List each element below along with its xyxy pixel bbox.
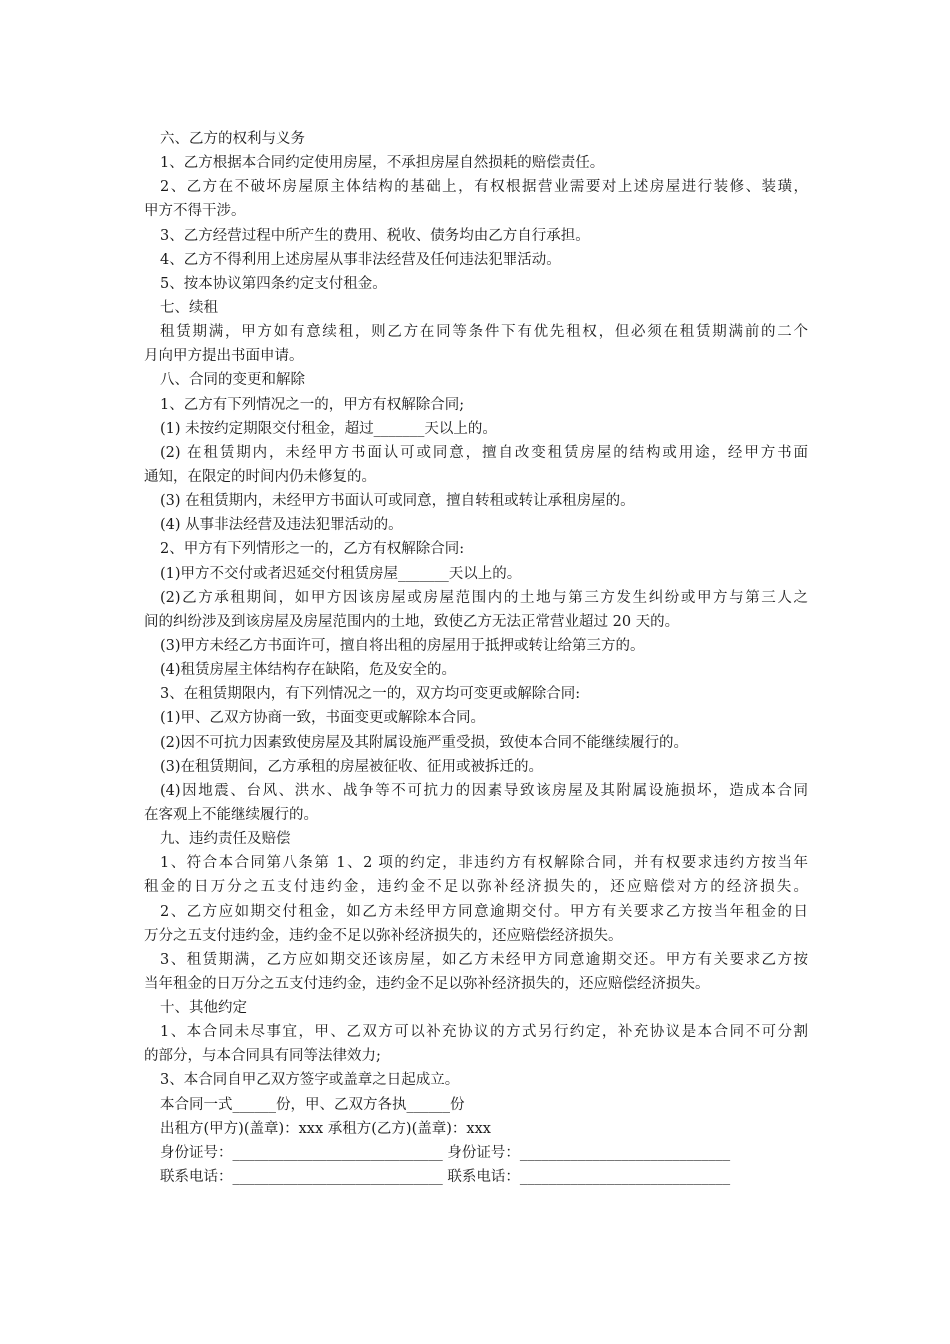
text-line: (2)因不可抗力因素致使房屋及其附属设施严重受损，致使本合同不能继续履行的。 [160, 734, 689, 751]
text-line: 2、乙方在不破坏房屋原主体结构的基础上，有权根据营业需要对上述房屋进行装修、装璜， [160, 179, 808, 196]
text-line: 的部分，与本合同具有同等法律效力; [144, 1048, 381, 1065]
text-line: 身份证号：_____________________________ 身份证号：_____________________________ [160, 1144, 731, 1161]
text-line: (1)甲方不交付或者迟延交付租赁房屋_______天以上的。 [160, 565, 522, 582]
text-line: (3)在租赁期间，乙方承租的房屋被征收、征用或被拆迁的。 [160, 758, 544, 775]
text-line: 十、其他约定 [160, 1000, 247, 1017]
text-line: 3、乙方经营过程中所产生的费用、税收、债务均由乙方自行承担。 [160, 227, 590, 244]
text-line: 2、甲方有下列情形之一的，乙方有权解除合同: [160, 541, 465, 558]
text-line: (4) 从事非法经营及违法犯罪活动的。 [160, 517, 403, 534]
text-line: (4)租赁房屋主体结构存在缺陷，危及安全的。 [160, 662, 457, 679]
text-line: 4、乙方不得利用上述房屋从事非法经营及任何违法犯罪活动。 [160, 251, 561, 268]
text-line: 万分之五支付违约金，违约金不足以弥补经济损失的，还应赔偿经济损失。 [144, 927, 623, 944]
text-line: (2)乙方承租期间，如甲方因该房屋或房屋范围内的土地与第三方发生纠纷或甲方与第三人之 [160, 589, 808, 606]
text-line: 九、违约责任及赔偿 [160, 831, 291, 848]
text-line: 1、乙方有下列情况之一的，甲方有权解除合同; [160, 396, 465, 413]
text-line: 2、乙方应如期交付租金，如乙方未经甲方同意逾期交付。甲方有关要求乙方按当年租金的日 [160, 903, 808, 920]
text-line: (1)甲、乙双方协商一致，书面变更或解除本合同。 [160, 710, 486, 727]
text-line: 1、本合同未尽事宜，甲、乙双方可以补充协议的方式另行约定，补充协议是本合同不可分割 [160, 1024, 808, 1041]
text-line: 七、续租 [160, 299, 218, 316]
text-line: 本合同一式______份，甲、乙双方各执______份 [160, 1096, 465, 1113]
text-line: 3、在租赁期限内，有下列情况之一的，双方均可变更或解除合同: [160, 686, 581, 703]
text-line: 1、符合本合同第八条第 1、2 项的约定，非违约方有权解除合同，并有权要求违约方按当年 [160, 855, 808, 872]
text-line: (1) 未按约定期限交付租金，超过_______天以上的。 [160, 420, 497, 437]
text-line: 在客观上不能继续履行的。 [144, 806, 318, 823]
text-line: 间的纠纷涉及到该房屋及房屋范围内的土地，致使乙方无法正常营业超过 20 天的。 [144, 613, 680, 630]
text-line: 租金的日万分之五支付违约金，违约金不足以弥补经济损失的，还应赔偿对方的经济损失。 [144, 879, 808, 896]
text-line: 当年租金的日万分之五支付违约金，违约金不足以弥补经济损失的，还应赔偿经济损失。 [144, 975, 710, 992]
text-line: (4)因地震、台风、洪水、战争等不可抗力的因素导致该房屋及其附属设施损坏，造成本合同 [160, 782, 808, 799]
text-line: 5、按本协议第四条约定支付租金。 [160, 275, 387, 292]
text-line: (2) 在租赁期内，未经甲方书面认可或同意，擅自改变租赁房屋的结构或用途，经甲方书面 [160, 444, 808, 461]
text-line: 租赁期满，甲方如有意续租，则乙方在同等条件下有优先租权，但必须在租赁期满前的二个 [160, 324, 808, 341]
text-line: 3、租赁期满，乙方应如期交还该房屋，如乙方未经甲方同意逾期交还。甲方有关要求乙方按 [160, 951, 808, 968]
text-line: 八、合同的变更和解除 [160, 372, 305, 389]
text-line: 六、乙方的权利与义务 [160, 131, 305, 147]
text-line: 通知，在限定的时间内仍未修复的。 [144, 468, 376, 485]
text-line: 出租方(甲方)(盖章)：xxx 承租方(乙方)(盖章)：xxx [160, 1120, 491, 1137]
text-line: 甲方不得干涉。 [144, 203, 246, 220]
text-line: 联系电话：_____________________________ 联系电话：_____________________________ [160, 1169, 731, 1186]
text-line: (3)甲方未经乙方书面许可，擅自将出租的房屋用于抵押或转让给第三方的。 [160, 637, 645, 654]
contract-body [144, 127, 808, 1189]
text-line: 1、乙方根据本合同约定使用房屋，不承担房屋自然损耗的赔偿责任。 [160, 155, 605, 172]
text-line: (3) 在租赁期内，未经甲方书面认可或同意，擅自转租或转让承租房屋的。 [160, 493, 635, 510]
text-line: 月向甲方提出书面申请。 [144, 348, 304, 365]
text-line: 3、本合同自甲乙双方签字或盖章之日起成立。 [160, 1072, 460, 1089]
